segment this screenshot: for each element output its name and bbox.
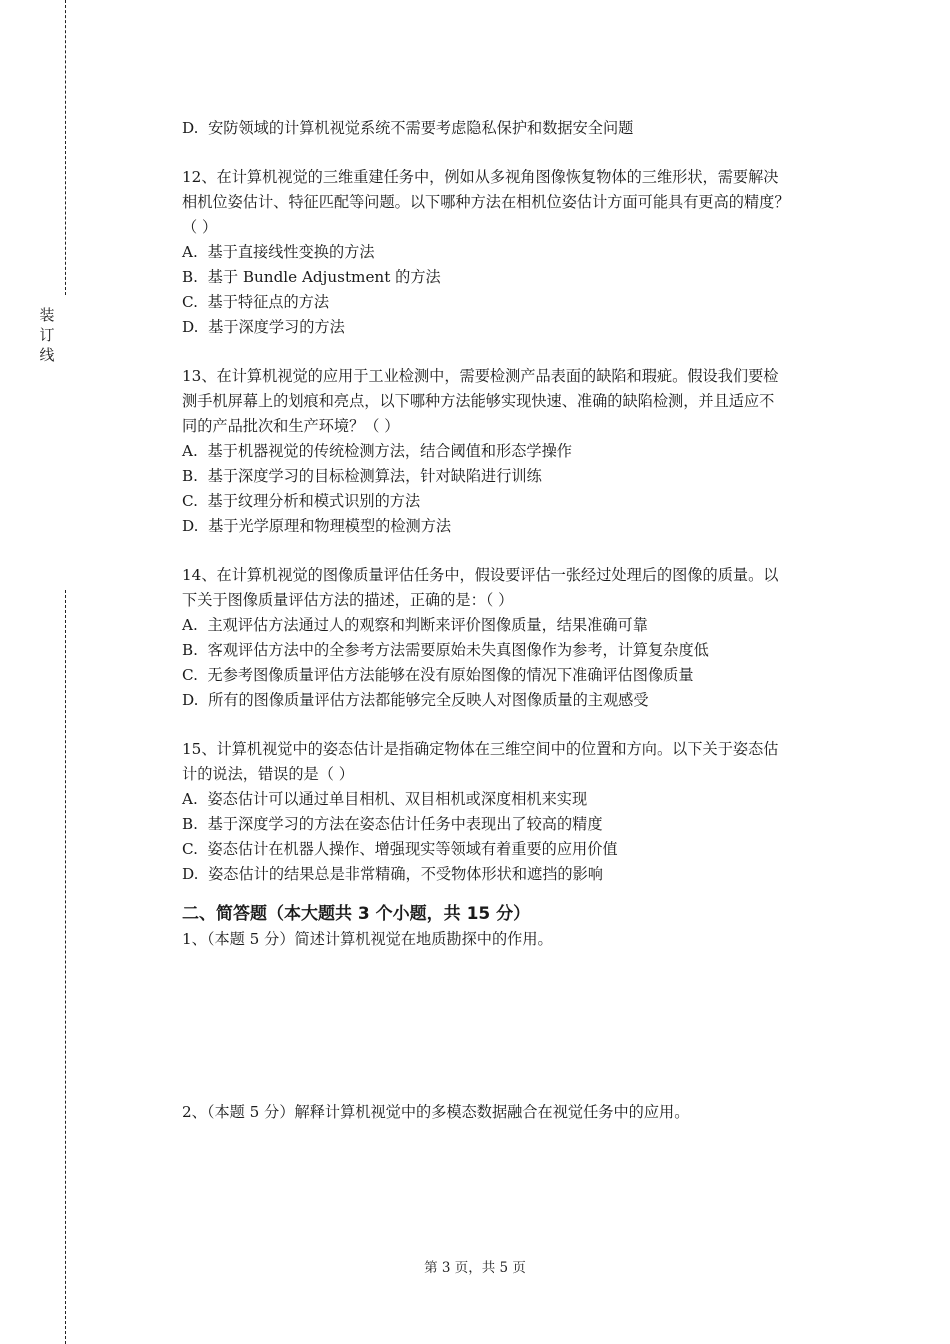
page-number-footer: 第 3 页，共 5 页 (424, 1260, 526, 1276)
option-b: B. 客观评估方法中的全参考方法需要原始未失真图像作为参考，计算复杂度低 (182, 641, 709, 659)
option-d: D. 基于深度学习的方法 (182, 318, 345, 336)
option-c: C. 无参考图像质量评估方法能够在没有原始图像的情况下准确评估图像质量 (182, 666, 694, 684)
question-stem-line: 14、在计算机视觉的图像质量评估任务中，假设要评估一张经过处理后的图像的质量。以 (182, 566, 779, 584)
binding-label: 装 订 线 (39, 306, 55, 364)
binding-dashed-line-bottom (65, 590, 66, 1344)
question-15 (182, 737, 844, 887)
question-stem-line: 测手机屏幕上的划痕和亮点，以下哪种方法能够实现快速、准确的缺陷检测，并且适应不 (182, 392, 775, 410)
option-d: D. 基于光学原理和物理模型的检测方法 (182, 517, 452, 535)
option-b: B. 基于 Bundle Adjustment 的方法 (182, 268, 441, 286)
option-a: A. 主观评估方法通过人的观察和判断来评价图像质量，结果准确可靠 (182, 616, 648, 634)
question-stem-line: 计的说法，错误的是（ ） (182, 765, 354, 783)
short-answer-question-1: 1、（本题 5 分）简述计算机视觉在地质勘探中的作用。 (182, 930, 553, 948)
section-title-short-answer: 二、简答题（本大题共 3 个小题，共 15 分） (182, 904, 531, 924)
option-c: C. 姿态估计在机器人操作、增强现实等领域有着重要的应用价值 (182, 840, 618, 858)
option-a: A. 基于机器视觉的传统检测方法，结合阈值和形态学操作 (182, 442, 572, 460)
question-stem-line: 13、在计算机视觉的应用于工业检测中，需要检测产品表面的缺陷和瑕疵。假设我们要检 (182, 367, 779, 385)
option-d: D. 所有的图像质量评估方法都能够完全反映人对图像质量的主观感受 (182, 691, 649, 709)
answer-space (182, 952, 844, 1100)
previous-question-option-d: D. 安防领域的计算机视觉系统不需要考虑隐私保护和数据安全问题 (182, 119, 634, 137)
option-c: C. 基于纹理分析和模式识别的方法 (182, 492, 421, 510)
question-stem-line: 下关于图像质量评估方法的描述，正确的是：（ ） (182, 591, 514, 609)
option-c: C. 基于特征点的方法 (182, 293, 330, 311)
option-d: D. 姿态估计的结果总是非常精确，不受物体形状和遮挡的影响 (182, 865, 603, 883)
option-b: B. 基于深度学习的方法在姿态估计任务中表现出了较高的精度 (182, 815, 603, 833)
question-14 (182, 563, 844, 713)
question-stem-line: 12、在计算机视觉的三维重建任务中，例如从多视角图像恢复物体的三维形状，需要解决 (182, 168, 779, 186)
question-13 (182, 364, 844, 539)
question-stem-line: 同的产品批次和生产环境？（ ） (182, 417, 400, 435)
question-stem-line: （ ） (182, 218, 218, 236)
option-b: B. 基于深度学习的目标检测算法，针对缺陷进行训练 (182, 467, 542, 485)
option-a: A. 基于直接线性变换的方法 (182, 243, 375, 261)
binding-dashed-line-top (65, 0, 66, 295)
question-stem-line: 15、计算机视觉中的姿态估计是指确定物体在三维空间中的位置和方向。以下关于姿态估 (182, 740, 779, 758)
short-answer-question-2: 2、（本题 5 分）解释计算机视觉中的多模态数据融合在视觉任务中的应用。 (182, 1103, 690, 1121)
option-a: A. 姿态估计可以通过单目相机、双目相机或深度相机来实现 (182, 790, 588, 808)
exam-content (182, 116, 844, 1125)
question-12 (182, 165, 844, 340)
question-stem-line: 相机位姿估计、特征匹配等问题。以下哪种方法在相机位姿估计方面可能具有更高的精度？ (182, 193, 790, 211)
